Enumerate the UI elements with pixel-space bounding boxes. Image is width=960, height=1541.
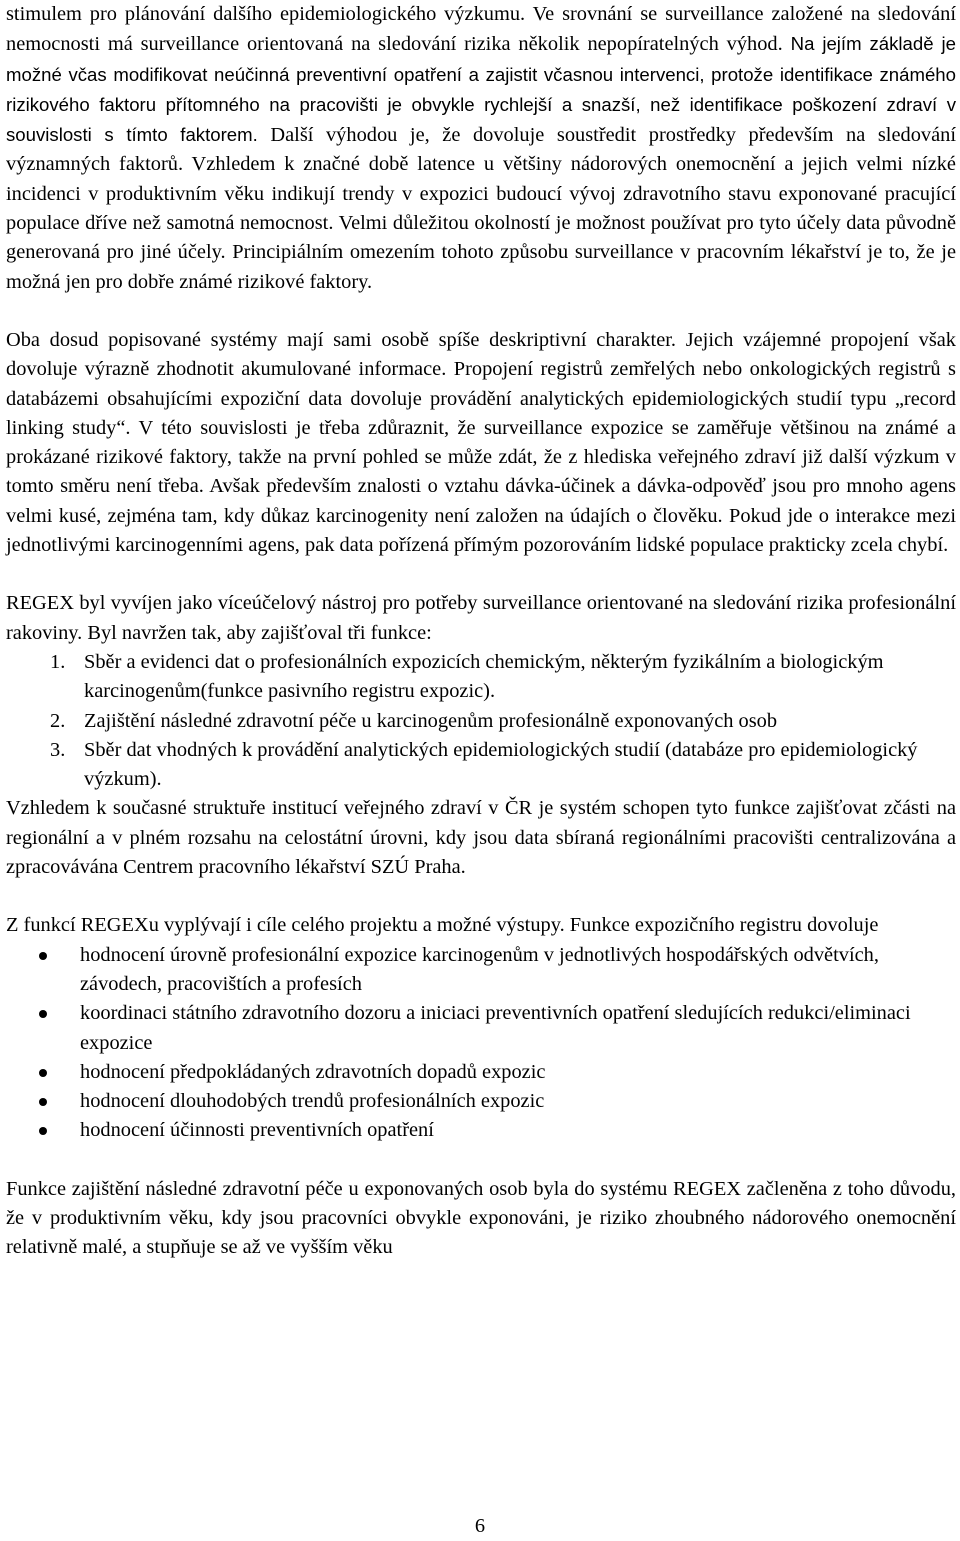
goals-list-item bbox=[6, 999, 956, 1058]
functions-list-item bbox=[6, 736, 956, 795]
functions-list bbox=[6, 648, 956, 794]
list-item-text: hodnocení úrovně profesionální expozice karcinogenům v jednotlivých hospodářských odvětvích, závodech, pracovištích a profesích bbox=[80, 943, 879, 995]
list-item-text: koordinaci státního zdravotního dozoru a iniciaci preventivních opatření sledujících redukci/eliminaci expozice bbox=[80, 1002, 911, 1054]
paragraph-followup-care: Funkce zajištění následné zdravotní péče u exponovaných osob byla do systému REGEX začleněna z toho důvodu, že v produktivním věku, kdy jsou pracovníci obvykle exponováni, je riziko zhoubného nádorového onemocnění relativně malé, a stupňuje se až ve vyšším věku bbox=[6, 1177, 956, 1259]
paragraph-spacer bbox=[6, 1146, 956, 1175]
goals-list-item bbox=[6, 1116, 956, 1145]
bullet-dot-icon bbox=[39, 1127, 47, 1135]
list-number: 3. bbox=[50, 738, 66, 761]
bullet-dot-icon bbox=[39, 1010, 47, 1018]
paragraph-spacer bbox=[6, 297, 956, 326]
paragraph-part-rest: Další výhodou je, že dovoluje soustředit prostředky především na sledování významných faktorů. Vzhledem k značné době latence u většiny nádorových onemocnění a jejich velmi nízké incidenci v produktivním věku indikují trendy v expozici budoucí vývoj zdravotního stavu exponované pracující populace dříve než samotná nemocnost. Velmi důležitou okolností je možnost používat pro tyto účely data původně generovaná pro jiné účely. Principiálním omezením tohoto způsobu surveillance v pracovním lékařství je to, že je možná jen pro dobře známé rizikové faktory. bbox=[6, 124, 956, 293]
functions-list-item bbox=[6, 707, 956, 736]
list-item-text: Sběr a evidenci dat o profesionálních expozicích chemickým, některým fyzikálním a biologickým karcinogenům(funkce pasivního registru expozic). bbox=[84, 650, 884, 703]
paragraph-regex-intro: REGEX byl vyvíjen jako víceúčelový nástroj pro potřeby surveillance orientované na sledování rizika profesionální rakoviny. Byl navržen tak, aby zajišťoval tři funkce: bbox=[6, 592, 956, 644]
goals-list-item bbox=[6, 1058, 956, 1087]
paragraph-surveillance-benefits bbox=[6, 0, 956, 297]
list-number: 1. bbox=[50, 650, 66, 673]
list-item-text: hodnocení dlouhodobých trendů profesionálních expozic bbox=[80, 1090, 545, 1113]
list-item-text: Sběr dat vhodných k provádění analytických epidemiologických studií (databáze pro epidemiologický výzkum). bbox=[84, 738, 918, 791]
paragraph-system-linking: Oba dosud popisované systémy mají sami osobě spíše deskriptivní charakter. Jejich vzájemné propojení však dovoluje výrazně zhodnotit akumulované informace. Propojení registrů zemřelých nebo onkologických registrů s databázemi obsahujícími expoziční data dovoluje provádění analytických epidemiologických studií typu „record linking study“. V této souvislosti je třeba zdůraznit, že surveillance expozice se zaměřuje většinou na známé a prokázané rizikové faktory, takže na první pohled se může zdát, že z hlediska veřejného zdraví již další výzkum v tomto směru není třeba. Avšak především znalosti o vztahu dávka-účinek a dávka-odpověď jsou pro mnoho agens velmi kusé, zejména tam, kdy důkaz karcinogenity není založen na údajích o člověku. Pokud jde o interakce mezi jednotlivými karcinogenními agens, pak data pořízená přímým pozorováním lidské populace prakticky zcela chybí. bbox=[6, 328, 956, 557]
bullet-dot-icon bbox=[39, 1098, 47, 1106]
list-number: 2. bbox=[50, 709, 66, 732]
goals-list bbox=[6, 941, 956, 1146]
bullet-dot-icon bbox=[39, 1069, 47, 1077]
document-page bbox=[6, 0, 956, 1263]
paragraph-part-serif: stimulem pro plánování dalšího epidemiologického výzkumu. Ve srovnání se surveillance založené na sledování nemocnosti má surveillance orientovaná na sledování rizika několik nepopíratelných výhod. bbox=[6, 3, 956, 56]
bullet-dot-icon bbox=[39, 952, 47, 960]
paragraph-institutions: Vzhledem k současné struktuře institucí veřejného zdraví v ČR je systém schopen tyto funkce zajišťovat zčásti na regionální a v plném rozsahu na celostátní úrovni, kdy jsou data sbíraná regionálními pracovišti centralizována a zpracovávána Centrem pracovního lékařství SZÚ Praha. bbox=[6, 797, 956, 879]
paragraph-spacer bbox=[6, 882, 956, 911]
paragraph-goals: Z funkcí REGEXu vyplývají i cíle celého projektu a možné výstupy. Funkce expozičního registru dovoluje bbox=[6, 914, 879, 937]
list-item-text: hodnocení předpokládaných zdravotních dopadů expozic bbox=[80, 1060, 546, 1083]
goals-list-item bbox=[6, 1087, 956, 1116]
paragraph-part-sans: Na jejím základě je možné včas modifikovat neúčinná preventivní opatření a zajistit včasnou intervenci, protože identifikace známého rizikového faktoru přítomného na pracovišti je obvykle rychlejší a snazší, než identifikace poškození zdraví v souvislosti s tímto faktorem. bbox=[6, 33, 956, 146]
paragraph-spacer bbox=[6, 560, 956, 589]
functions-list-item bbox=[6, 648, 956, 707]
goals-list-item bbox=[6, 941, 956, 1000]
list-item-text: hodnocení účinnosti preventivních opatření bbox=[80, 1119, 434, 1142]
page-number: 6 bbox=[474, 1515, 486, 1537]
list-item-text: Zajištění následné zdravotní péče u karcinogenům profesionálně exponovaných osob bbox=[84, 709, 778, 732]
